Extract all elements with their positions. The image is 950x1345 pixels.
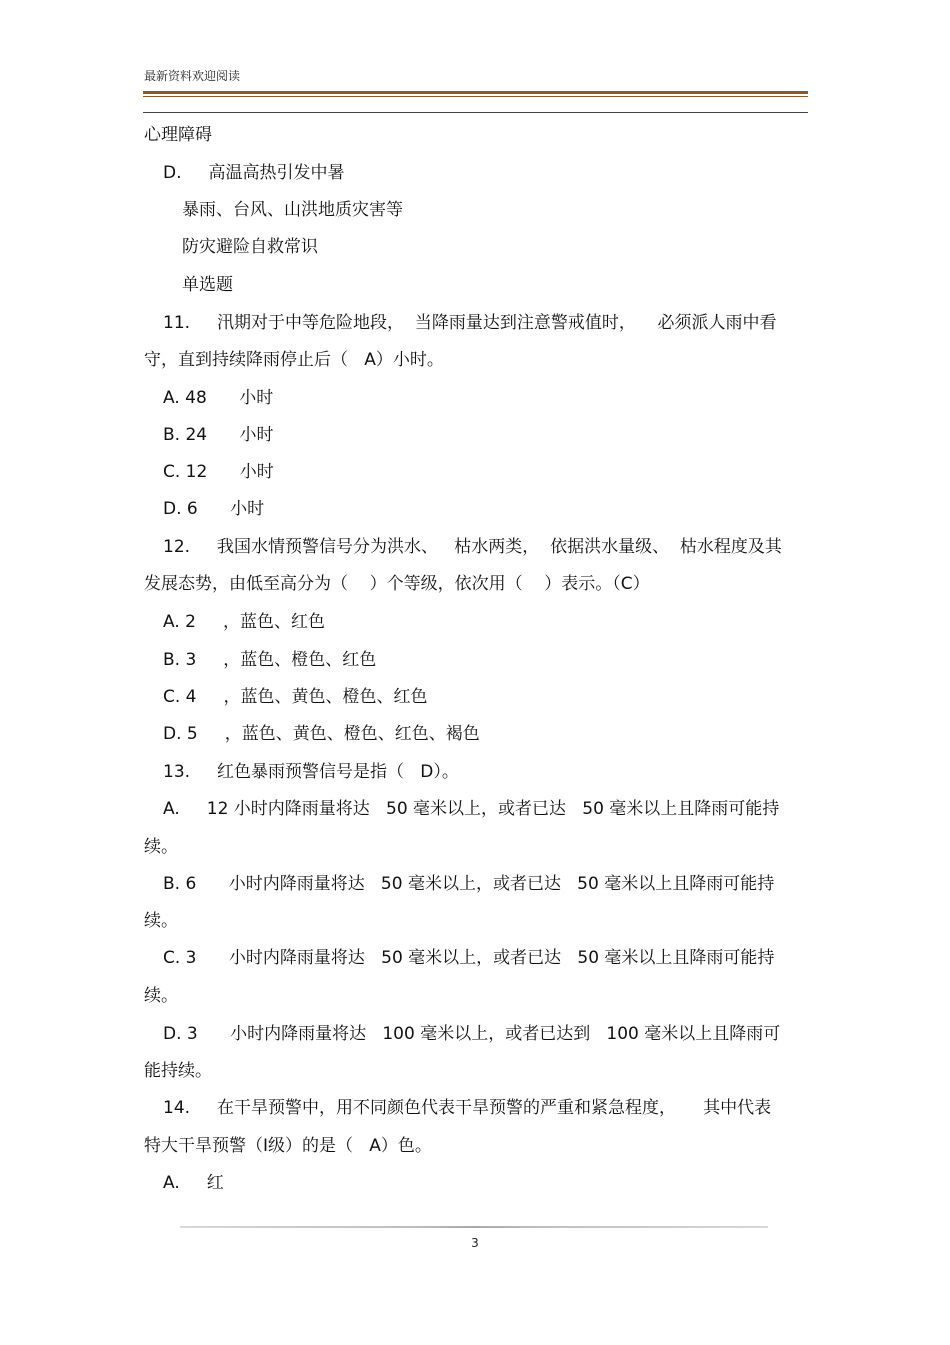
text-line: A. 2 ，蓝色、红色 — [163, 612, 325, 632]
text-line: 续。 — [144, 837, 178, 857]
text-line: 心理障碍 — [144, 125, 212, 145]
text-line: C. 4 ，蓝色、黄色、橙色、红色 — [163, 687, 428, 707]
footer-rule — [180, 1226, 768, 1228]
text-line: 守，直到持续降雨停止后（ A）小时。 — [144, 350, 444, 370]
text-line: 单选题 — [182, 275, 233, 295]
text-line: D. 高温高热引发中暑 — [163, 163, 345, 183]
text-line: D. 3 小时内降雨量将达 100 毫米以上，或者已达到 100 毫米以上且降雨可 — [163, 1024, 781, 1044]
text-line: D. 6 小时 — [163, 499, 265, 519]
text-line: 能持续。 — [144, 1061, 212, 1081]
header-rule-thick — [143, 91, 808, 94]
text-line: 特大干旱预警（Ⅰ级）的是（ A）色。 — [144, 1136, 432, 1156]
text-line: A. 48 小时 — [163, 388, 274, 408]
header-rule-accent — [143, 96, 808, 97]
text-line: 11. 汛期对于中等危险地段， 当降雨量达到注意警戒值时， 必须派人雨中看 — [163, 313, 777, 333]
text-line: D. 5 ，蓝色、黄色、橙色、红色、褐色 — [163, 724, 480, 744]
text-line: C. 3 小时内降雨量将达 50 毫米以上，或者已达 50 毫米以上且降雨可能持 — [163, 948, 775, 968]
text-line: C. 12 小时 — [163, 462, 274, 482]
header-text: 最新资料欢迎阅读 — [144, 69, 241, 83]
text-line: B. 24 小时 — [163, 425, 274, 445]
text-line: A. 红 — [163, 1173, 224, 1193]
text-line: B. 3 ，蓝色、橙色、红色 — [163, 650, 377, 670]
text-line: 防灾避险自救常识 — [182, 237, 318, 257]
text-line: 14. 在干旱预警中，用不同颜色代表干旱预警的严重和紧急程度， 其中代表 — [163, 1098, 772, 1118]
header-rule-thin — [143, 112, 808, 113]
text-line: A. 12 小时内降雨量将达 50 毫米以上，或者已达 50 毫米以上且降雨可能持 — [163, 799, 780, 819]
text-line: 12. 我国水情预警信号分为洪水、 枯水两类， 依据洪水量级、 枯水程度及其 — [163, 537, 782, 557]
text-line: 续。 — [144, 911, 178, 931]
text-line: 暴雨、台风、山洪地质灾害等 — [182, 200, 403, 220]
text-line: 13. 红色暴雨预警信号是指（ D）。 — [163, 762, 459, 782]
text-line: 发展态势，由低至高分为（ ）个等级，依次用（ ）表示。（C） — [144, 574, 650, 594]
page-number: 3 — [471, 1236, 479, 1250]
text-line: 续。 — [144, 986, 178, 1006]
text-line: B. 6 小时内降雨量将达 50 毫米以上，或者已达 50 毫米以上且降雨可能持 — [163, 874, 775, 894]
